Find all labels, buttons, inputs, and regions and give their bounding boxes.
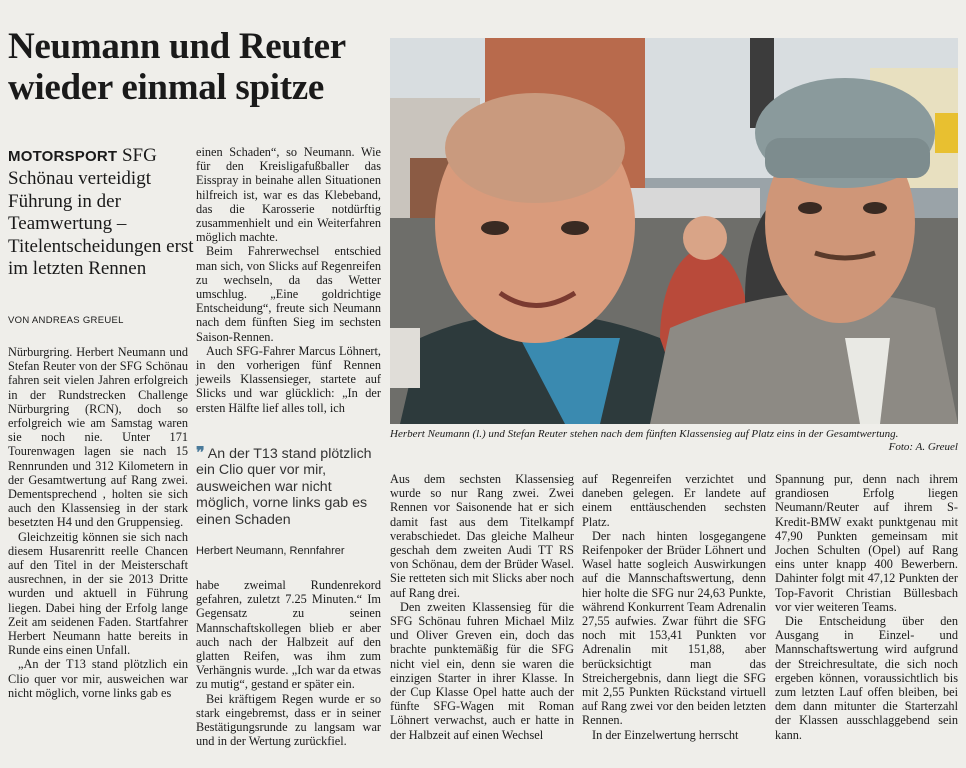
paragraph: Spannung pur, denn nach ihrem grandiosen Erfolg liegen Neumann/Reuter auf ihrem S-Kredit-BMW exakt punktgenau mit 47,90 Punkten gemeinsam mit Jochen Schulten (Opel) auf Rang eins unter knapp 400 Bewerbern. Dahinter folgt mit 47,12 Punkten der Top-Favorit Christian Büllesbach vor vier weiteren Teams. bbox=[775, 472, 958, 614]
pull-quote-text: An der T13 stand plötzlich ein Clio quer vor mir, ausweichen war nicht möglich, vorne links gab es einen Schaden bbox=[196, 446, 372, 528]
paragraph: Aus dem sechsten Klassensieg wurde so nur Rang zwei. Zwei Rennen vor Saisonende hat er sich damit fast aus dem Titelkampf verabschiedet. Das gleiche Malheur geschah dem zweiten Audi TT RS von Schönau, dem der Brüder Wasel. Sie retteten sich mit Slicks aber noch auf Rang drei. bbox=[390, 472, 574, 600]
caption-text: Herbert Neumann (l.) und Stefan Reuter stehen nach dem fünften Klassensieg auf Platz eins in der Gesamtwertung. bbox=[390, 428, 899, 440]
photo-credit: Foto: A. Greuel bbox=[888, 441, 958, 453]
quote-mark-icon: ❞ bbox=[196, 445, 205, 462]
photo-illustration bbox=[390, 38, 958, 424]
article-photo bbox=[390, 38, 958, 424]
paragraph: Den zweiten Klassensieg für die SFG Schönau fuhren Michael Milz und Oliver Greven ein, doch das brachte punktemäßig für die SFG nicht viel ein, denn sie waren die einzigen Starter in ihrer Klasse. In der Cup Klasse Opel hatte auch der fünfte SFG-Wagen mit Roman Löhnert verwachst, auch er hatte in der Halbzeit auf einen Wechsel bbox=[390, 599, 574, 742]
column-3 bbox=[390, 472, 574, 742]
article-headline: Neumann und Reuter wieder einmal spitze bbox=[8, 26, 346, 108]
paragraph: Beim Fahrerwechsel entschied man sich, von Slicks auf Regenreifen zu wechseln, da das Wetter umschlug. „Eine goldrichtige Entscheidung“, freute sich Neumann nach dem fünften Sieg im sechsten Saison-Rennen. bbox=[196, 244, 381, 344]
column-2-top bbox=[196, 145, 381, 415]
paragraph: Auch SFG-Fahrer Marcus Löhnert, in den vorherigen fünf Rennen jeweils Klassensieger, startete auf Slicks und war glücklich: „In der ersten Hälfte lief alles toll, ich bbox=[196, 343, 381, 415]
column-4 bbox=[582, 472, 766, 742]
pull-quote bbox=[196, 446, 381, 528]
column-2-bottom bbox=[196, 578, 381, 748]
paragraph: Bei kräftigem Regen wurde er so stark eingebremst, dass er in seiner Bestätigungsrunde zu langsam war und in der Wertung zurückfiel. bbox=[196, 691, 381, 749]
article-kicker bbox=[8, 145, 198, 280]
pull-quote-author: Herbert Neumann, Rennfahrer bbox=[196, 545, 345, 557]
photo-caption bbox=[390, 428, 958, 454]
paragraph: Gleichzeitig können sie sich nach diesem Husarenritt reelle Chancen auf den Titel in der Meisterschaft ausrechnen, in der sie 2013 Dritte wurden und aktuell in Führung liegen. Dabei hing der Erfolg lange Zeit am seidenen Faden. Startfahrer Herbert Neumann hatte bereits in Runde eins einen Unfall. bbox=[8, 529, 188, 658]
column-1 bbox=[8, 345, 188, 700]
paragraph: auf Regenreifen verzichtet und daneben gelegen. Er landete auf einem enttäuschenden sechsten Platz. bbox=[582, 472, 766, 529]
paragraph: In der Einzelwertung herrscht bbox=[592, 727, 739, 742]
paragraph: Nürburgring. Herbert Neumann und Stefan Reuter von der SFG Schönau fahren seit vielen Jahren erfolgreich in der Rundstrecken Challenge Nürburgring (RCN), doch so erfolgreich wie am Samstag waren sie noch nie. Unter 171 Tourenwagen lagen sie nach 15 Rennrunden und 312 Kilometern in der Gesamtwertung auf Rang zwei. Dementsprechend , holten sie sich auch den Klassensieg in der stark besetzten H4 und den Gruppensieg. bbox=[8, 345, 188, 530]
paragraph: habe zweimal Rundenrekord gefahren, zuletzt 7.25 Minuten.“ Im Gegensatz zu seinen Mannschaftskollegen blieb er aber auch nach der Halbzeit auf den glatten Reifen, was ihm zum Verhängnis wurde. „Ich war da etwas zu mutig“, gestand er später ein. bbox=[196, 578, 381, 692]
byline: VON ANDREAS GREUEL bbox=[8, 315, 124, 326]
column-5 bbox=[775, 472, 958, 742]
kicker-topic: MOTORSPORT bbox=[8, 148, 118, 165]
paragraph: Der nach hinten losgegangene Reifenpoker der Brüder Löhnert und Wasel hatte sogleich Auswirkungen auf die Mannschaftswertung, denn hier holte die SFG nur 24,63 Punkte, während Konkurrent Team Adrenalin 27,55 aufwies. Zwar führt die SFG noch mit 153,41 Punkten vor Adrenalin mit 151,88, aber berücksichtigt man das Streichergebnis, dann liegt die SFG mit 2,55 Punkten Rückstand virtuell auf Rang zwei vor den beiden letzten Rennen. bbox=[582, 528, 766, 728]
kicker-text: SFG Schönau verteidigt Führung in der Teamwertung – Titelentscheidungen erst im letzten Rennen bbox=[8, 145, 194, 280]
paragraph: Die Entscheidung über den Ausgang in Einzel- und Mannschaftswertung wird aufgrund der Streichresultate, die sich noch ergeben können, voraussichtlich bis zum letzten Lauf offen bleiben, bei dem dann mitunter die Starterzahl der Klassen ausschlaggebend sein kann. bbox=[775, 614, 958, 742]
paragraph: „An der T13 stand plötzlich ein Clio quer vor mir, ausweichen war nicht möglich, vorne links gab es bbox=[8, 657, 188, 700]
paragraph: einen Schaden“, so Neumann. Wie für den Kreisligafußballer das Eisspray in beinahe allen Situationen hilfreich ist, war es das Klebeband, das die Karosserie notdürftig zusammenhielt und ein Weiterfahren möglich machte. bbox=[196, 145, 381, 245]
